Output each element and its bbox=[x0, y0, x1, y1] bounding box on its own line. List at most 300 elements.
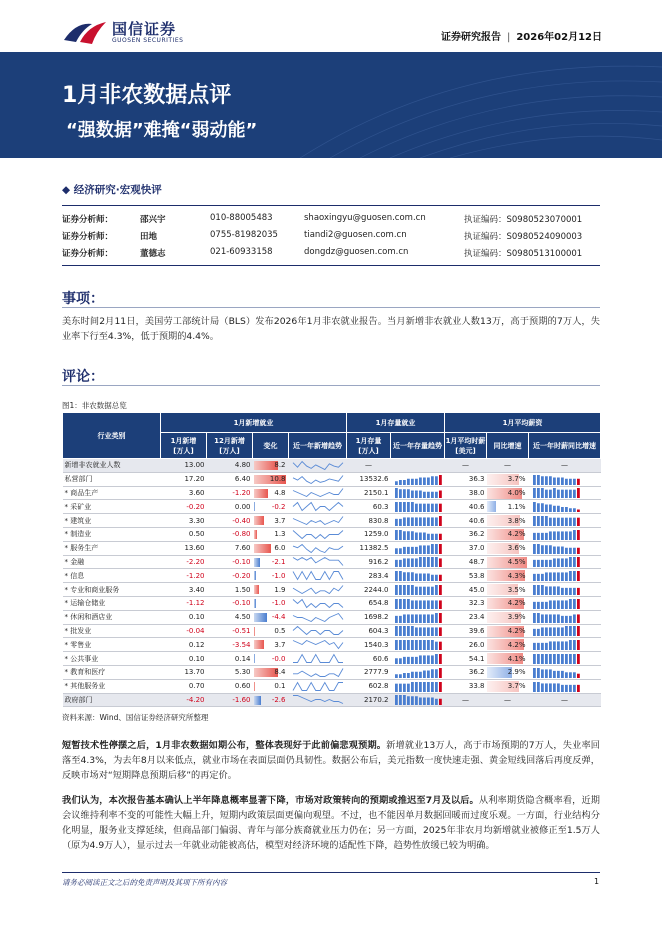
sparkbar bbox=[419, 491, 422, 499]
sparkbar bbox=[541, 574, 544, 581]
sparkbar bbox=[565, 518, 568, 526]
sparkbar bbox=[573, 626, 576, 636]
cell-yoy-trend bbox=[529, 693, 601, 707]
sparkbar bbox=[573, 614, 576, 623]
table-row bbox=[63, 679, 601, 693]
sparkbar bbox=[549, 476, 552, 485]
sparkbar bbox=[419, 557, 422, 567]
sparkbar bbox=[435, 575, 438, 581]
nonfarm-table bbox=[62, 412, 601, 707]
cell-yoy-trend bbox=[529, 459, 601, 473]
sparkbar bbox=[411, 626, 414, 636]
sparkbar bbox=[411, 682, 414, 692]
sparkbar bbox=[439, 544, 442, 554]
change-bar bbox=[254, 585, 260, 594]
sparkbar bbox=[439, 534, 442, 540]
sparkbar bbox=[549, 614, 552, 623]
sparkbar bbox=[407, 657, 410, 664]
cell-wage bbox=[445, 596, 487, 610]
stock-trend-bars bbox=[393, 639, 445, 650]
sparkbar bbox=[415, 682, 418, 692]
new-trend-sparkline bbox=[291, 501, 345, 512]
sparkbar bbox=[411, 657, 414, 664]
sparkbar bbox=[565, 588, 568, 595]
event-paragraph: 美东时间2月11日，美国劳工部统计局（BLS）发布2026年1月非农就业报告。当月新增非农就业人数13万，高于预期的7万人，失业率下行至4.3%，低于预期的4.4%。 bbox=[62, 316, 600, 342]
cell-new-trend bbox=[289, 472, 347, 486]
yoy-trend-bars bbox=[531, 515, 583, 526]
sparkbar bbox=[541, 683, 544, 692]
sparkbar bbox=[403, 490, 406, 499]
cell-change bbox=[253, 638, 289, 652]
stock-value: 1540.3 bbox=[364, 640, 389, 649]
sparkbar bbox=[557, 586, 560, 595]
header-group-new: 1月新增就业 bbox=[161, 413, 347, 433]
change-value: -1.0 bbox=[271, 571, 286, 580]
sparkbar bbox=[435, 504, 438, 512]
dec-new-value: -1.20 bbox=[232, 488, 251, 497]
sparkbar bbox=[411, 518, 414, 527]
cell-change bbox=[253, 472, 289, 486]
sparkbar bbox=[537, 629, 540, 636]
header-yoy: 同比增速 bbox=[487, 433, 529, 459]
yoy-trend-bars bbox=[531, 529, 583, 540]
stock-trend-bars bbox=[393, 515, 445, 526]
cell-dec-new bbox=[207, 652, 253, 666]
industry-label: * 采矿业 bbox=[64, 502, 92, 511]
analyst-role: 证券分析师： bbox=[62, 215, 114, 225]
sparkbar bbox=[549, 518, 552, 526]
sparkbar bbox=[423, 477, 426, 485]
sparkbar bbox=[569, 684, 572, 691]
stock-trend-bars bbox=[393, 612, 445, 623]
cell-change bbox=[253, 500, 289, 514]
analyst-row bbox=[62, 230, 602, 244]
sparkbar bbox=[427, 477, 430, 485]
sparkbar bbox=[431, 504, 434, 512]
header-yoy-trend: 近一年时薪同比增速 bbox=[529, 433, 601, 459]
sparkbar bbox=[415, 491, 418, 499]
table-row bbox=[63, 500, 601, 514]
sparkbar bbox=[431, 669, 434, 678]
change-bar bbox=[254, 613, 267, 622]
sparkbar bbox=[415, 559, 418, 568]
sparkbar bbox=[573, 547, 576, 553]
cell-stock-trend bbox=[391, 527, 445, 541]
sparkbar bbox=[403, 573, 406, 582]
sparkbar bbox=[533, 668, 536, 678]
sparkbar bbox=[553, 546, 556, 554]
heading-comment: 评论： bbox=[62, 369, 104, 385]
cell-new-trend bbox=[289, 541, 347, 555]
sparkbar bbox=[533, 502, 536, 512]
industry-label: * 服务生产 bbox=[64, 544, 99, 553]
wage-value: 40.6 bbox=[468, 516, 485, 525]
wage-value: 36.2 bbox=[468, 668, 485, 677]
sparkbar bbox=[423, 655, 426, 664]
dec-new-value: -1.60 bbox=[232, 695, 251, 704]
sparkbar bbox=[549, 600, 552, 609]
cell-new-trend bbox=[289, 527, 347, 541]
change-bar bbox=[254, 696, 262, 705]
sparkbar bbox=[403, 559, 406, 568]
sparkbar bbox=[435, 600, 438, 609]
sparkbar bbox=[419, 574, 422, 582]
sparkbar bbox=[439, 628, 442, 637]
cell-new-trend bbox=[289, 665, 347, 679]
cell-dec-new bbox=[207, 693, 253, 707]
sparkbar bbox=[399, 626, 402, 636]
sparkbar bbox=[435, 492, 438, 498]
dec-new-value: 7.60 bbox=[234, 544, 251, 553]
header-new-trend: 近一年新增趋势 bbox=[289, 433, 347, 459]
dec-new-value: -0.10 bbox=[232, 599, 251, 608]
sparkbar bbox=[403, 585, 406, 595]
sparkbar bbox=[419, 545, 422, 554]
jan-new-value: 0.50 bbox=[188, 530, 205, 539]
sparkbar bbox=[577, 654, 580, 664]
cell-industry bbox=[63, 527, 161, 541]
sparkbar bbox=[549, 586, 552, 595]
header-jan-new: 1月新增 [万人] bbox=[161, 433, 207, 459]
cell-stock bbox=[347, 514, 391, 528]
new-trend-sparkline bbox=[291, 584, 345, 595]
sparkbar bbox=[533, 516, 536, 526]
sparkbar bbox=[561, 642, 564, 651]
wage-value: 37.0 bbox=[468, 544, 485, 553]
sparkbar bbox=[403, 626, 406, 636]
stock-trend-bars bbox=[393, 584, 445, 595]
cell-jan-new bbox=[161, 527, 207, 541]
sparkbar bbox=[533, 643, 536, 650]
sparkbar bbox=[419, 518, 422, 527]
sparkbar bbox=[561, 518, 564, 526]
sparkbar bbox=[431, 628, 434, 637]
sparkbar bbox=[435, 628, 438, 637]
stock-value: 13532.6 bbox=[359, 475, 389, 484]
change-value: 3.7 bbox=[274, 516, 286, 525]
sparkbar bbox=[407, 697, 410, 706]
jan-new-value: 13.70 bbox=[184, 668, 205, 677]
wage-value: 39.6 bbox=[468, 626, 485, 635]
sparkbar bbox=[565, 547, 568, 553]
wage-value: 54.1 bbox=[468, 654, 485, 663]
analyst-cert: 执证编码：S0980523070001 bbox=[464, 215, 583, 225]
sparkbar bbox=[533, 682, 536, 692]
industry-label: * 制造业 bbox=[64, 530, 92, 539]
sparkbar bbox=[399, 599, 402, 609]
table-body bbox=[63, 459, 601, 707]
cell-change bbox=[253, 624, 289, 638]
sparkbar bbox=[545, 560, 548, 567]
sparkbar bbox=[407, 614, 410, 623]
wage-value: 36.2 bbox=[468, 530, 485, 539]
yoy-value: 4.0% bbox=[507, 488, 526, 497]
table-row bbox=[63, 569, 601, 583]
cell-industry bbox=[63, 459, 161, 473]
new-trend-sparkline bbox=[291, 694, 345, 705]
analysis-lead-2: 我们认为，本次报告基本确认上半年降息概率显著下降，市场对政策转向的预期或推迟至7月及以后。 bbox=[62, 795, 479, 806]
sparkbar bbox=[395, 640, 398, 650]
sparkbar bbox=[439, 600, 442, 609]
header-group-wage: 1月平均薪资 bbox=[445, 413, 601, 433]
cell-dec-new bbox=[207, 555, 253, 569]
sparkbar bbox=[537, 654, 540, 664]
sparkbar bbox=[411, 697, 414, 706]
change-bar bbox=[254, 682, 255, 691]
yoy-value: 4.3% bbox=[507, 571, 526, 580]
sparkbar bbox=[573, 518, 576, 526]
heading-underline bbox=[62, 385, 600, 386]
sparkbar bbox=[439, 682, 442, 692]
stock-value: 283.4 bbox=[368, 571, 389, 580]
cell-jan-new bbox=[161, 569, 207, 583]
cell-yoy bbox=[487, 569, 529, 583]
yoy-trend-bars bbox=[531, 487, 583, 498]
change-bar bbox=[254, 640, 265, 649]
cell-stock bbox=[347, 679, 391, 693]
change-value: 8.4 bbox=[274, 668, 286, 677]
sparkbar bbox=[561, 628, 564, 637]
change-value: -1.0 bbox=[271, 599, 286, 608]
analyst-email[interactable]: shaoxingyu@guosen.com.cn bbox=[304, 213, 426, 223]
cell-stock bbox=[347, 596, 391, 610]
change-bar bbox=[254, 502, 255, 511]
sparkbar bbox=[399, 490, 402, 499]
new-trend-sparkline bbox=[291, 653, 345, 664]
industry-label: 政府部门 bbox=[64, 695, 93, 704]
yoy-value: 3.5% bbox=[507, 585, 526, 594]
sparkbar bbox=[439, 654, 442, 664]
cell-yoy-trend bbox=[529, 610, 601, 624]
industry-label: * 信息 bbox=[64, 571, 85, 580]
sparkbar bbox=[533, 560, 536, 567]
sparkbar bbox=[541, 560, 544, 567]
sparkbar bbox=[549, 669, 552, 678]
sparkbar bbox=[411, 573, 414, 582]
cell-new-trend bbox=[289, 569, 347, 583]
change-bar bbox=[254, 599, 257, 608]
cell-industry bbox=[63, 555, 161, 569]
sparkline-path bbox=[293, 613, 343, 621]
sparkbar bbox=[545, 545, 548, 554]
sparkbar bbox=[415, 657, 418, 664]
cell-change bbox=[253, 665, 289, 679]
sparkbar bbox=[439, 475, 442, 485]
sparkbar bbox=[435, 642, 438, 650]
sparkbar bbox=[577, 557, 580, 567]
sparkbar bbox=[533, 602, 536, 609]
cell-jan-new bbox=[161, 514, 207, 528]
analyst-row bbox=[62, 247, 602, 261]
sparkbar bbox=[569, 640, 572, 650]
cell-stock-trend bbox=[391, 624, 445, 638]
industry-label: 新增非农就业人数 bbox=[64, 461, 121, 470]
sparkbar bbox=[569, 626, 572, 636]
analysis-paragraph-2 bbox=[62, 793, 600, 853]
wage-value: 26.0 bbox=[468, 640, 485, 649]
sparkbar bbox=[403, 531, 406, 540]
cell-new-trend bbox=[289, 610, 347, 624]
cell-yoy-trend bbox=[529, 665, 601, 679]
sparkbar bbox=[419, 504, 422, 512]
change-bar bbox=[254, 627, 255, 636]
cell-change bbox=[253, 514, 289, 528]
sparkbar bbox=[557, 614, 560, 623]
stock-value: 2244.0 bbox=[364, 585, 389, 594]
yoy-value: — bbox=[504, 695, 511, 704]
cell-industry bbox=[63, 624, 161, 638]
sparkbar bbox=[553, 628, 556, 637]
sparkbar bbox=[545, 516, 548, 526]
stock-trend-bars bbox=[393, 460, 445, 471]
sparkbar bbox=[541, 602, 544, 609]
change-value: 1.9 bbox=[274, 585, 286, 594]
cell-stock-trend bbox=[391, 486, 445, 500]
change-bar bbox=[254, 571, 257, 580]
sparkbar bbox=[439, 613, 442, 623]
new-trend-sparkline bbox=[291, 667, 345, 678]
sparkbar bbox=[541, 516, 544, 526]
sparkbar bbox=[415, 478, 418, 484]
sparkbar bbox=[569, 531, 572, 540]
cell-change bbox=[253, 569, 289, 583]
cell-yoy-trend bbox=[529, 527, 601, 541]
footer-divider bbox=[62, 872, 600, 873]
wage-value: 23.4 bbox=[468, 613, 485, 622]
report-meta bbox=[441, 28, 602, 43]
sparkbar bbox=[407, 478, 410, 484]
cell-change bbox=[253, 486, 289, 500]
yoy-trend-bars bbox=[531, 681, 583, 692]
sparkbar bbox=[537, 560, 540, 567]
analyst-email[interactable]: tiandi2@guosen.com.cn bbox=[304, 230, 407, 240]
sparkbar bbox=[553, 531, 556, 540]
change-value: 8.2 bbox=[274, 461, 286, 470]
industry-label: * 公共事业 bbox=[64, 654, 99, 663]
sparkbar bbox=[561, 573, 564, 582]
sparkbar bbox=[569, 571, 572, 581]
sparkbar bbox=[431, 492, 434, 498]
dec-new-value: 6.40 bbox=[234, 475, 251, 484]
sparkbar bbox=[435, 518, 438, 527]
sparkbar bbox=[431, 600, 434, 609]
sparkbar bbox=[427, 655, 430, 664]
sparkbar bbox=[573, 640, 576, 650]
sparkline-path bbox=[293, 461, 343, 469]
change-value: 4.8 bbox=[274, 488, 286, 497]
cell-stock-trend bbox=[391, 596, 445, 610]
sparkbar bbox=[553, 477, 556, 485]
cell-jan-new bbox=[161, 472, 207, 486]
cell-stock-trend bbox=[391, 555, 445, 569]
sparkbar bbox=[423, 640, 426, 650]
sparkbar bbox=[569, 547, 572, 553]
cell-industry bbox=[63, 638, 161, 652]
cell-new-trend bbox=[289, 583, 347, 597]
cell-yoy bbox=[487, 596, 529, 610]
change-value: -2.1 bbox=[271, 557, 286, 566]
yoy-trend-empty: — bbox=[561, 695, 568, 704]
sparkbar bbox=[411, 600, 414, 609]
yoy-trend-bars bbox=[531, 612, 583, 623]
stock-value: — bbox=[365, 461, 372, 470]
sparkbar bbox=[427, 628, 430, 637]
sparkbar bbox=[557, 546, 560, 554]
sparkbar bbox=[435, 682, 438, 692]
sparkbar bbox=[403, 657, 406, 664]
sparkbar bbox=[537, 504, 540, 513]
sparkbar bbox=[395, 560, 398, 567]
sparkbar bbox=[561, 600, 564, 609]
cell-change bbox=[253, 541, 289, 555]
sparkline-path bbox=[293, 517, 343, 525]
sparkbar bbox=[419, 477, 422, 485]
sparkbar bbox=[395, 488, 398, 498]
sparkbar bbox=[439, 491, 442, 499]
cell-yoy bbox=[487, 665, 529, 679]
sparkbar bbox=[553, 671, 556, 678]
stock-value: 1698.2 bbox=[364, 613, 389, 622]
stock-trend-bars bbox=[393, 543, 445, 554]
sparkbar bbox=[561, 654, 564, 664]
cell-stock bbox=[347, 610, 391, 624]
sparkbar bbox=[541, 476, 544, 485]
sparkbar bbox=[415, 518, 418, 527]
stock-trend-bars bbox=[393, 487, 445, 498]
sparkbar bbox=[545, 505, 548, 513]
sparkbar bbox=[541, 585, 544, 595]
sparkbar bbox=[537, 613, 540, 623]
sparkbar bbox=[435, 613, 438, 623]
sparkline-path bbox=[293, 655, 343, 663]
sparkbar bbox=[427, 518, 430, 527]
analyst-email[interactable]: dongdz@guosen.com.cn bbox=[304, 247, 409, 257]
cell-wage bbox=[445, 472, 487, 486]
sparkbar bbox=[415, 628, 418, 637]
report-type: 证券研究报告 bbox=[440, 32, 501, 43]
cell-industry bbox=[63, 472, 161, 486]
sparkbar bbox=[395, 658, 398, 664]
sparkbar bbox=[427, 557, 430, 567]
sparkbar bbox=[403, 518, 406, 527]
industry-label: * 批发业 bbox=[64, 626, 92, 635]
analyst-row bbox=[62, 213, 602, 227]
sparkbar bbox=[573, 478, 576, 484]
logo-text: 国信证券 bbox=[112, 20, 177, 38]
sparkbar bbox=[565, 490, 568, 498]
stock-value: 60.6 bbox=[372, 654, 389, 663]
yoy-value: 4.2% bbox=[507, 599, 526, 608]
sparkbar bbox=[537, 668, 540, 678]
sparkbar bbox=[427, 504, 430, 512]
cell-jan-new bbox=[161, 596, 207, 610]
new-trend-sparkline bbox=[291, 543, 345, 554]
sparkbar bbox=[419, 655, 422, 664]
cell-new-trend bbox=[289, 638, 347, 652]
sparkbar bbox=[545, 476, 548, 485]
sparkbar bbox=[399, 695, 402, 705]
cell-stock-trend bbox=[391, 665, 445, 679]
sparkbar bbox=[423, 614, 426, 623]
cell-wage bbox=[445, 541, 487, 555]
sparkbar bbox=[557, 600, 560, 609]
stock-trend-bars bbox=[393, 529, 445, 540]
table-row bbox=[63, 541, 601, 555]
sparkbar bbox=[561, 559, 564, 568]
cell-industry bbox=[63, 596, 161, 610]
logo-icon bbox=[62, 18, 108, 46]
sparkbar bbox=[395, 548, 398, 554]
